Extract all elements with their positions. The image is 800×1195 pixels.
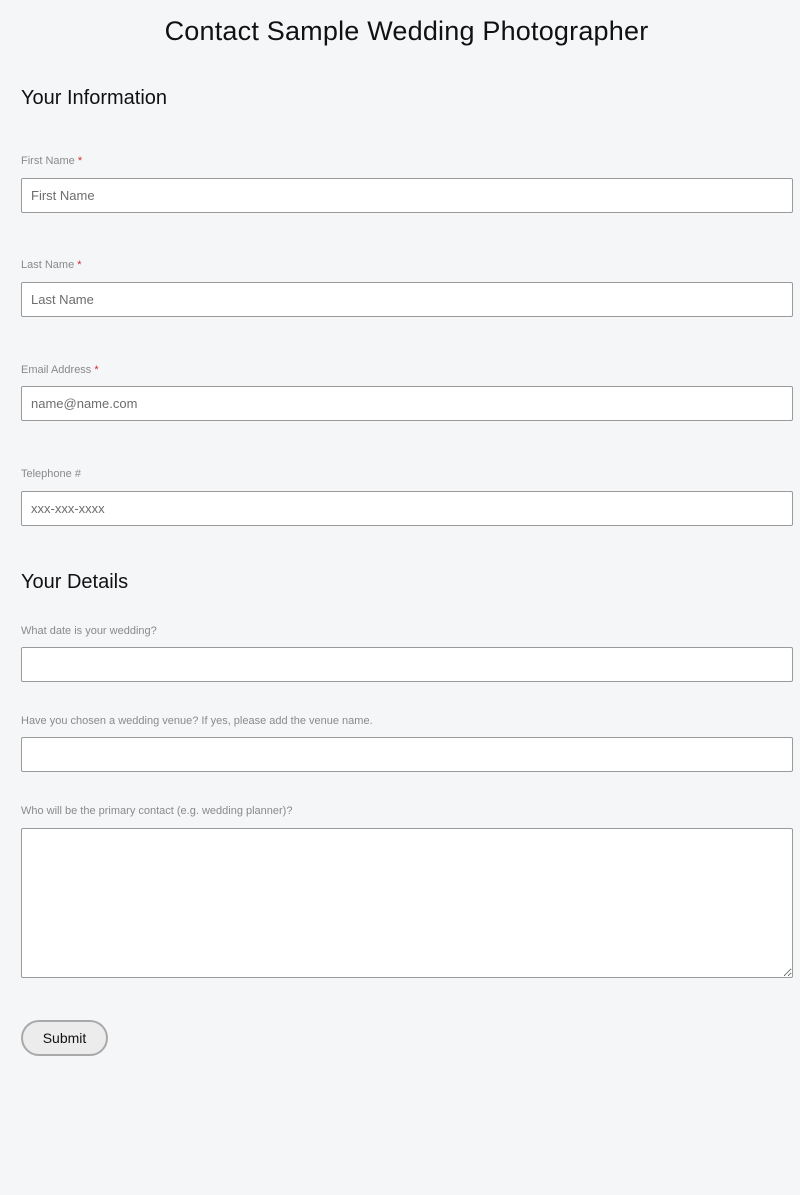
last-name-input[interactable] <box>21 282 793 317</box>
first-name-input[interactable] <box>21 178 793 213</box>
required-marker: * <box>77 259 82 271</box>
venue-input[interactable] <box>21 737 793 772</box>
last-name-label-text: Last Name <box>21 259 75 271</box>
telephone-label <box>21 468 81 480</box>
email-label-text: Email Address <box>21 364 92 376</box>
first-name-label-text: First Name <box>21 155 75 167</box>
first-name-label <box>21 155 82 167</box>
email-label <box>21 364 99 376</box>
venue-label: Have you chosen a wedding venue? If yes, please add the venue name. <box>21 715 373 727</box>
primary-contact-textarea[interactable] <box>21 828 793 978</box>
last-name-label <box>21 259 82 271</box>
email-input[interactable] <box>21 386 793 421</box>
section-heading-your-details: Your Details <box>21 571 129 593</box>
section-heading-your-information: Your Information <box>21 87 168 109</box>
wedding-date-input[interactable] <box>21 647 793 682</box>
required-marker: * <box>94 364 99 376</box>
required-marker: * <box>77 155 83 167</box>
telephone-label-text: Telephone # <box>21 468 81 480</box>
primary-contact-label: Who will be the primary contact (e.g. wedding planner)? <box>21 805 293 817</box>
page-title: Contact Sample Wedding Photographer <box>164 16 649 46</box>
telephone-input[interactable] <box>21 491 793 526</box>
wedding-date-label: What date is your wedding? <box>21 625 157 637</box>
submit-button[interactable]: Submit <box>21 1020 108 1056</box>
